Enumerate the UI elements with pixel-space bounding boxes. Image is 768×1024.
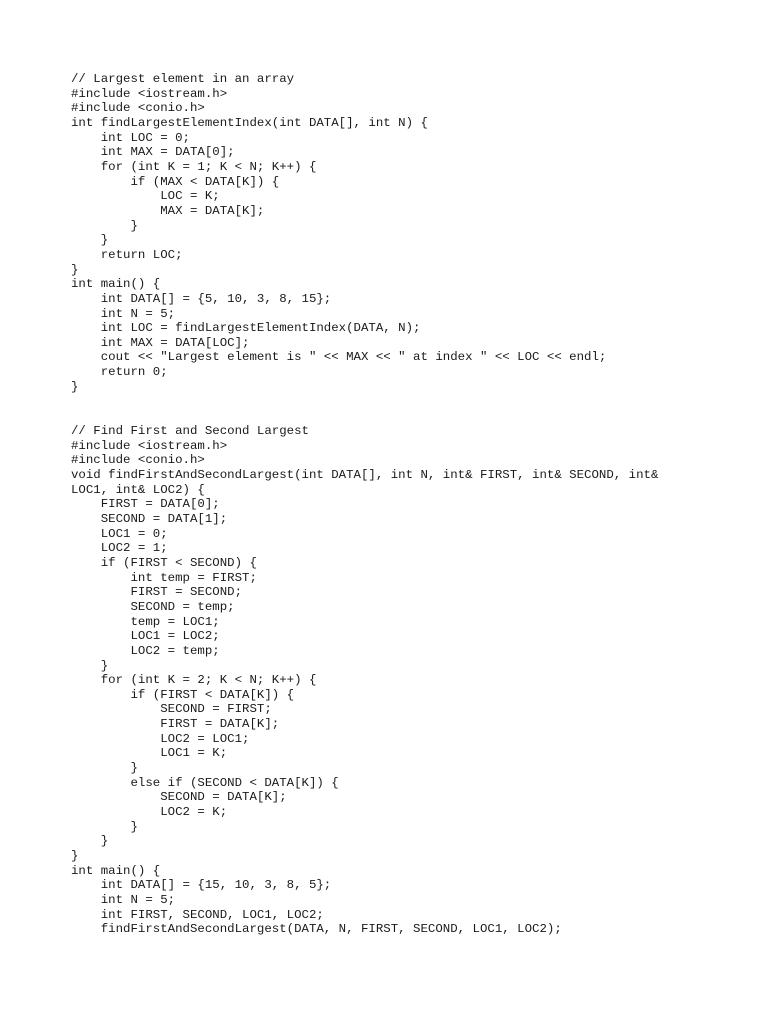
code-line: LOC1 = LOC2; xyxy=(71,629,220,644)
code-line: if (FIRST < SECOND) { xyxy=(71,555,257,570)
code-line: int temp = FIRST; xyxy=(71,570,257,585)
code-line: if (MAX < DATA[K]) { xyxy=(71,174,280,189)
code-line: } xyxy=(71,658,109,673)
code-line: findFirstAndSecondLargest(DATA, N, FIRST, SECOND, LOC1, LOC2); xyxy=(71,922,562,937)
code-line: LOC2 = 1; xyxy=(71,541,168,556)
code-line: LOC2 = LOC1; xyxy=(71,731,250,746)
code-line: FIRST = DATA[0]; xyxy=(71,497,220,512)
code-line: else if (SECOND < DATA[K]) { xyxy=(71,775,339,790)
code-line: int N = 5; xyxy=(71,306,176,321)
code-line: return 0; xyxy=(71,365,168,380)
code-line: } xyxy=(71,849,79,864)
code-line: #include <conio.h> xyxy=(71,453,205,468)
code-block-largest-element xyxy=(71,72,606,394)
code-line: int LOC = 0; xyxy=(71,130,190,145)
code-line: int MAX = DATA[LOC]; xyxy=(71,335,250,350)
code-line: LOC2 = K; xyxy=(71,805,228,820)
code-line: SECOND = FIRST; xyxy=(71,702,272,717)
code-line: } xyxy=(71,233,109,248)
code-line: } xyxy=(71,379,79,394)
code-line: SECOND = temp; xyxy=(71,599,235,614)
code-line: int N = 5; xyxy=(71,893,176,907)
code-line: int findLargestElementIndex(int DATA[], int N) { xyxy=(71,115,428,130)
code-line: for (int K = 2; K < N; K++) { xyxy=(71,673,317,688)
code-line: SECOND = DATA[K]; xyxy=(71,790,287,805)
code-line: #include <iostream.h> xyxy=(71,438,228,453)
code-line: SECOND = DATA[1]; xyxy=(71,511,228,526)
code-line: #include <iostream.h> xyxy=(71,86,228,101)
code-line: LOC1 = 0; xyxy=(71,526,168,541)
code-line: if (FIRST < DATA[K]) { xyxy=(71,687,295,702)
code-line: } xyxy=(71,819,138,834)
code-line: return LOC; xyxy=(71,247,183,262)
code-line: int MAX = DATA[0]; xyxy=(71,145,235,160)
code-line: int FIRST, SECOND, LOC1, LOC2; xyxy=(71,907,324,922)
code-line: FIRST = SECOND; xyxy=(71,585,243,600)
code-line: } xyxy=(71,834,109,849)
code-line: // Largest element in an array xyxy=(71,72,295,86)
code-line: LOC1 = K; xyxy=(71,746,228,761)
code-line: LOC = K; xyxy=(71,189,220,204)
code-line: int LOC = findLargestElementIndex(DATA, N); xyxy=(71,321,421,336)
code-block-first-second-largest xyxy=(71,424,658,937)
code-line: LOC2 = temp; xyxy=(71,643,220,658)
code-line: LOC1, int& LOC2) { xyxy=(71,482,205,497)
code-line: void findFirstAndSecondLargest(int DATA[], int N, int& FIRST, int& SECOND, int& xyxy=(71,467,659,482)
code-line: cout << "Largest element is " << MAX << " at index " << LOC << endl; xyxy=(71,350,607,365)
code-line: MAX = DATA[K]; xyxy=(71,203,265,218)
code-line: } xyxy=(71,761,138,776)
code-line: FIRST = DATA[K]; xyxy=(71,717,280,732)
code-line: int DATA[] = {5, 10, 3, 8, 15}; xyxy=(71,291,332,306)
code-line: int DATA[] = {15, 10, 3, 8, 5}; xyxy=(71,878,332,893)
code-line: int main() { xyxy=(71,863,161,878)
code-line: temp = LOC1; xyxy=(71,614,220,629)
code-line: int main() { xyxy=(71,277,161,292)
code-line: #include <conio.h> xyxy=(71,101,205,116)
code-line: // Find First and Second Largest xyxy=(71,424,309,438)
code-line: } xyxy=(71,262,79,277)
code-line: } xyxy=(71,218,138,233)
code-line: for (int K = 1; K < N; K++) { xyxy=(71,159,317,174)
